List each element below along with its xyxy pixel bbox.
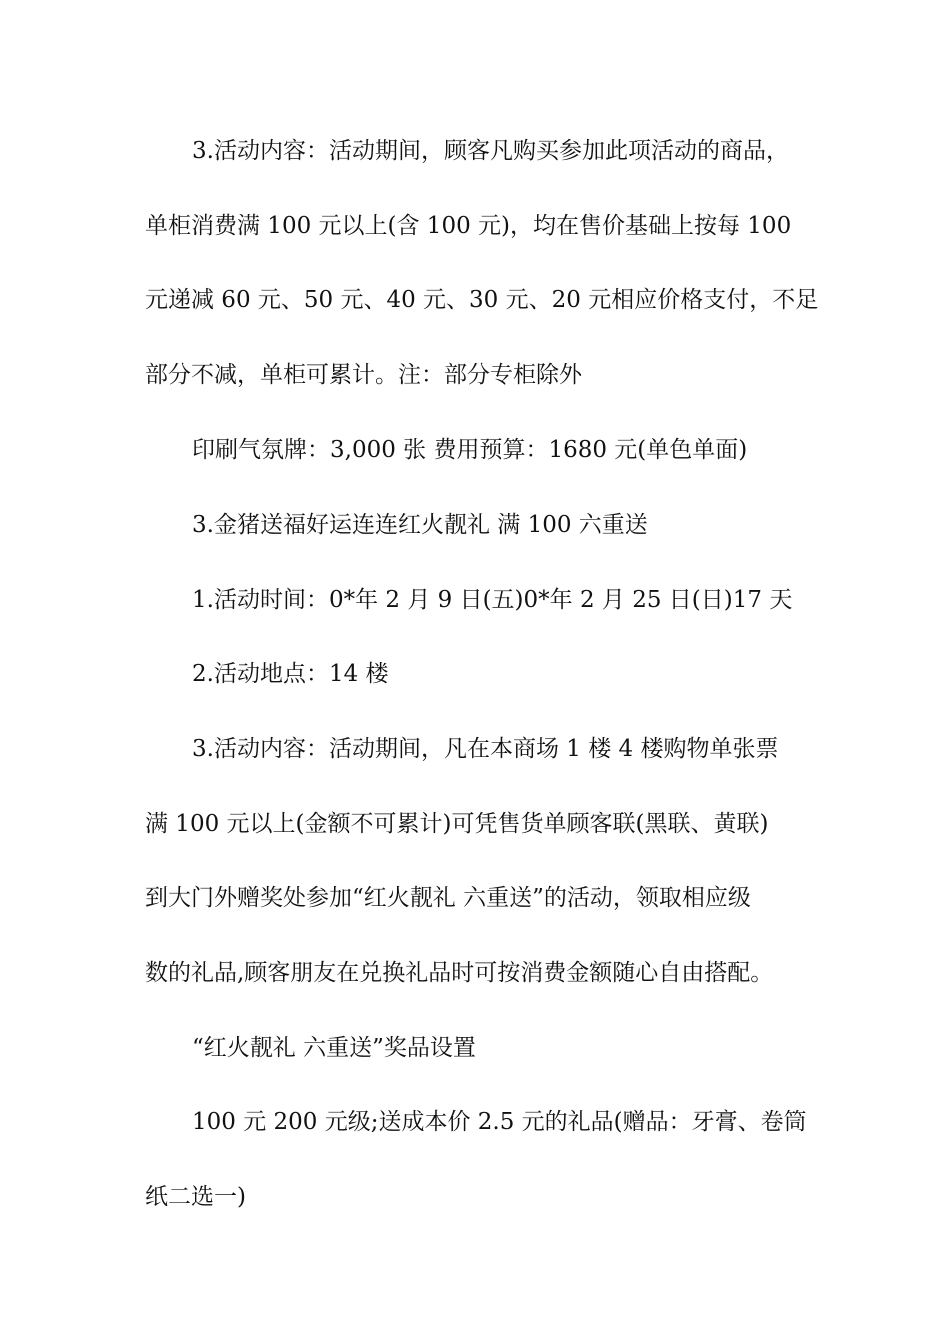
paragraph-line: 元递减 60 元、50 元、40 元、30 元、20 元相应价格支付，不足 [145, 287, 819, 313]
paragraph-line: 纸二选一) [145, 1184, 246, 1210]
section-heading: “红火靓礼 六重送”奖品设置 [192, 1035, 476, 1061]
paragraph-line: 满 100 元以上(金额不可累计)可凭售货单顾客联(黑联、黄联) [145, 811, 769, 837]
paragraph-line: 数的礼品,顾客朋友在兑换礼品时可按消费金额随心自由搭配。 [145, 960, 774, 986]
paragraph-line: 3.活动内容：活动期间，顾客凡购买参加此项活动的商品， [192, 138, 789, 164]
paragraph-line: 2.活动地点：14 楼 [192, 661, 389, 687]
paragraph-line: 100 元 200 元级;送成本价 2.5 元的礼品(赠品：牙膏、卷筒 [192, 1109, 807, 1135]
paragraph-line: 单柜消费满 100 元以上(含 100 元)，均在售价基础上按每 100 [145, 213, 792, 239]
section-heading: 3.金猪送福好运连连红火靓礼 满 100 六重送 [192, 512, 648, 538]
paragraph-line: 3.活动内容：活动期间，凡在本商场 1 楼 4 楼购物单张票 [192, 736, 779, 762]
paragraph-line: 1.活动时间：0*年 2 月 9 日(五)0*年 2 月 25 日(日)17 天 [192, 587, 793, 613]
paragraph-line: 到大门外赠奖处参加“红火靓礼 六重送”的活动，领取相应级 [145, 885, 751, 911]
paragraph-line: 印刷气氛牌：3,000 张 费用预算：1680 元(单色单面) [192, 437, 748, 463]
paragraph-line: 部分不减，单柜可累计。注：部分专柜除外 [145, 362, 582, 388]
